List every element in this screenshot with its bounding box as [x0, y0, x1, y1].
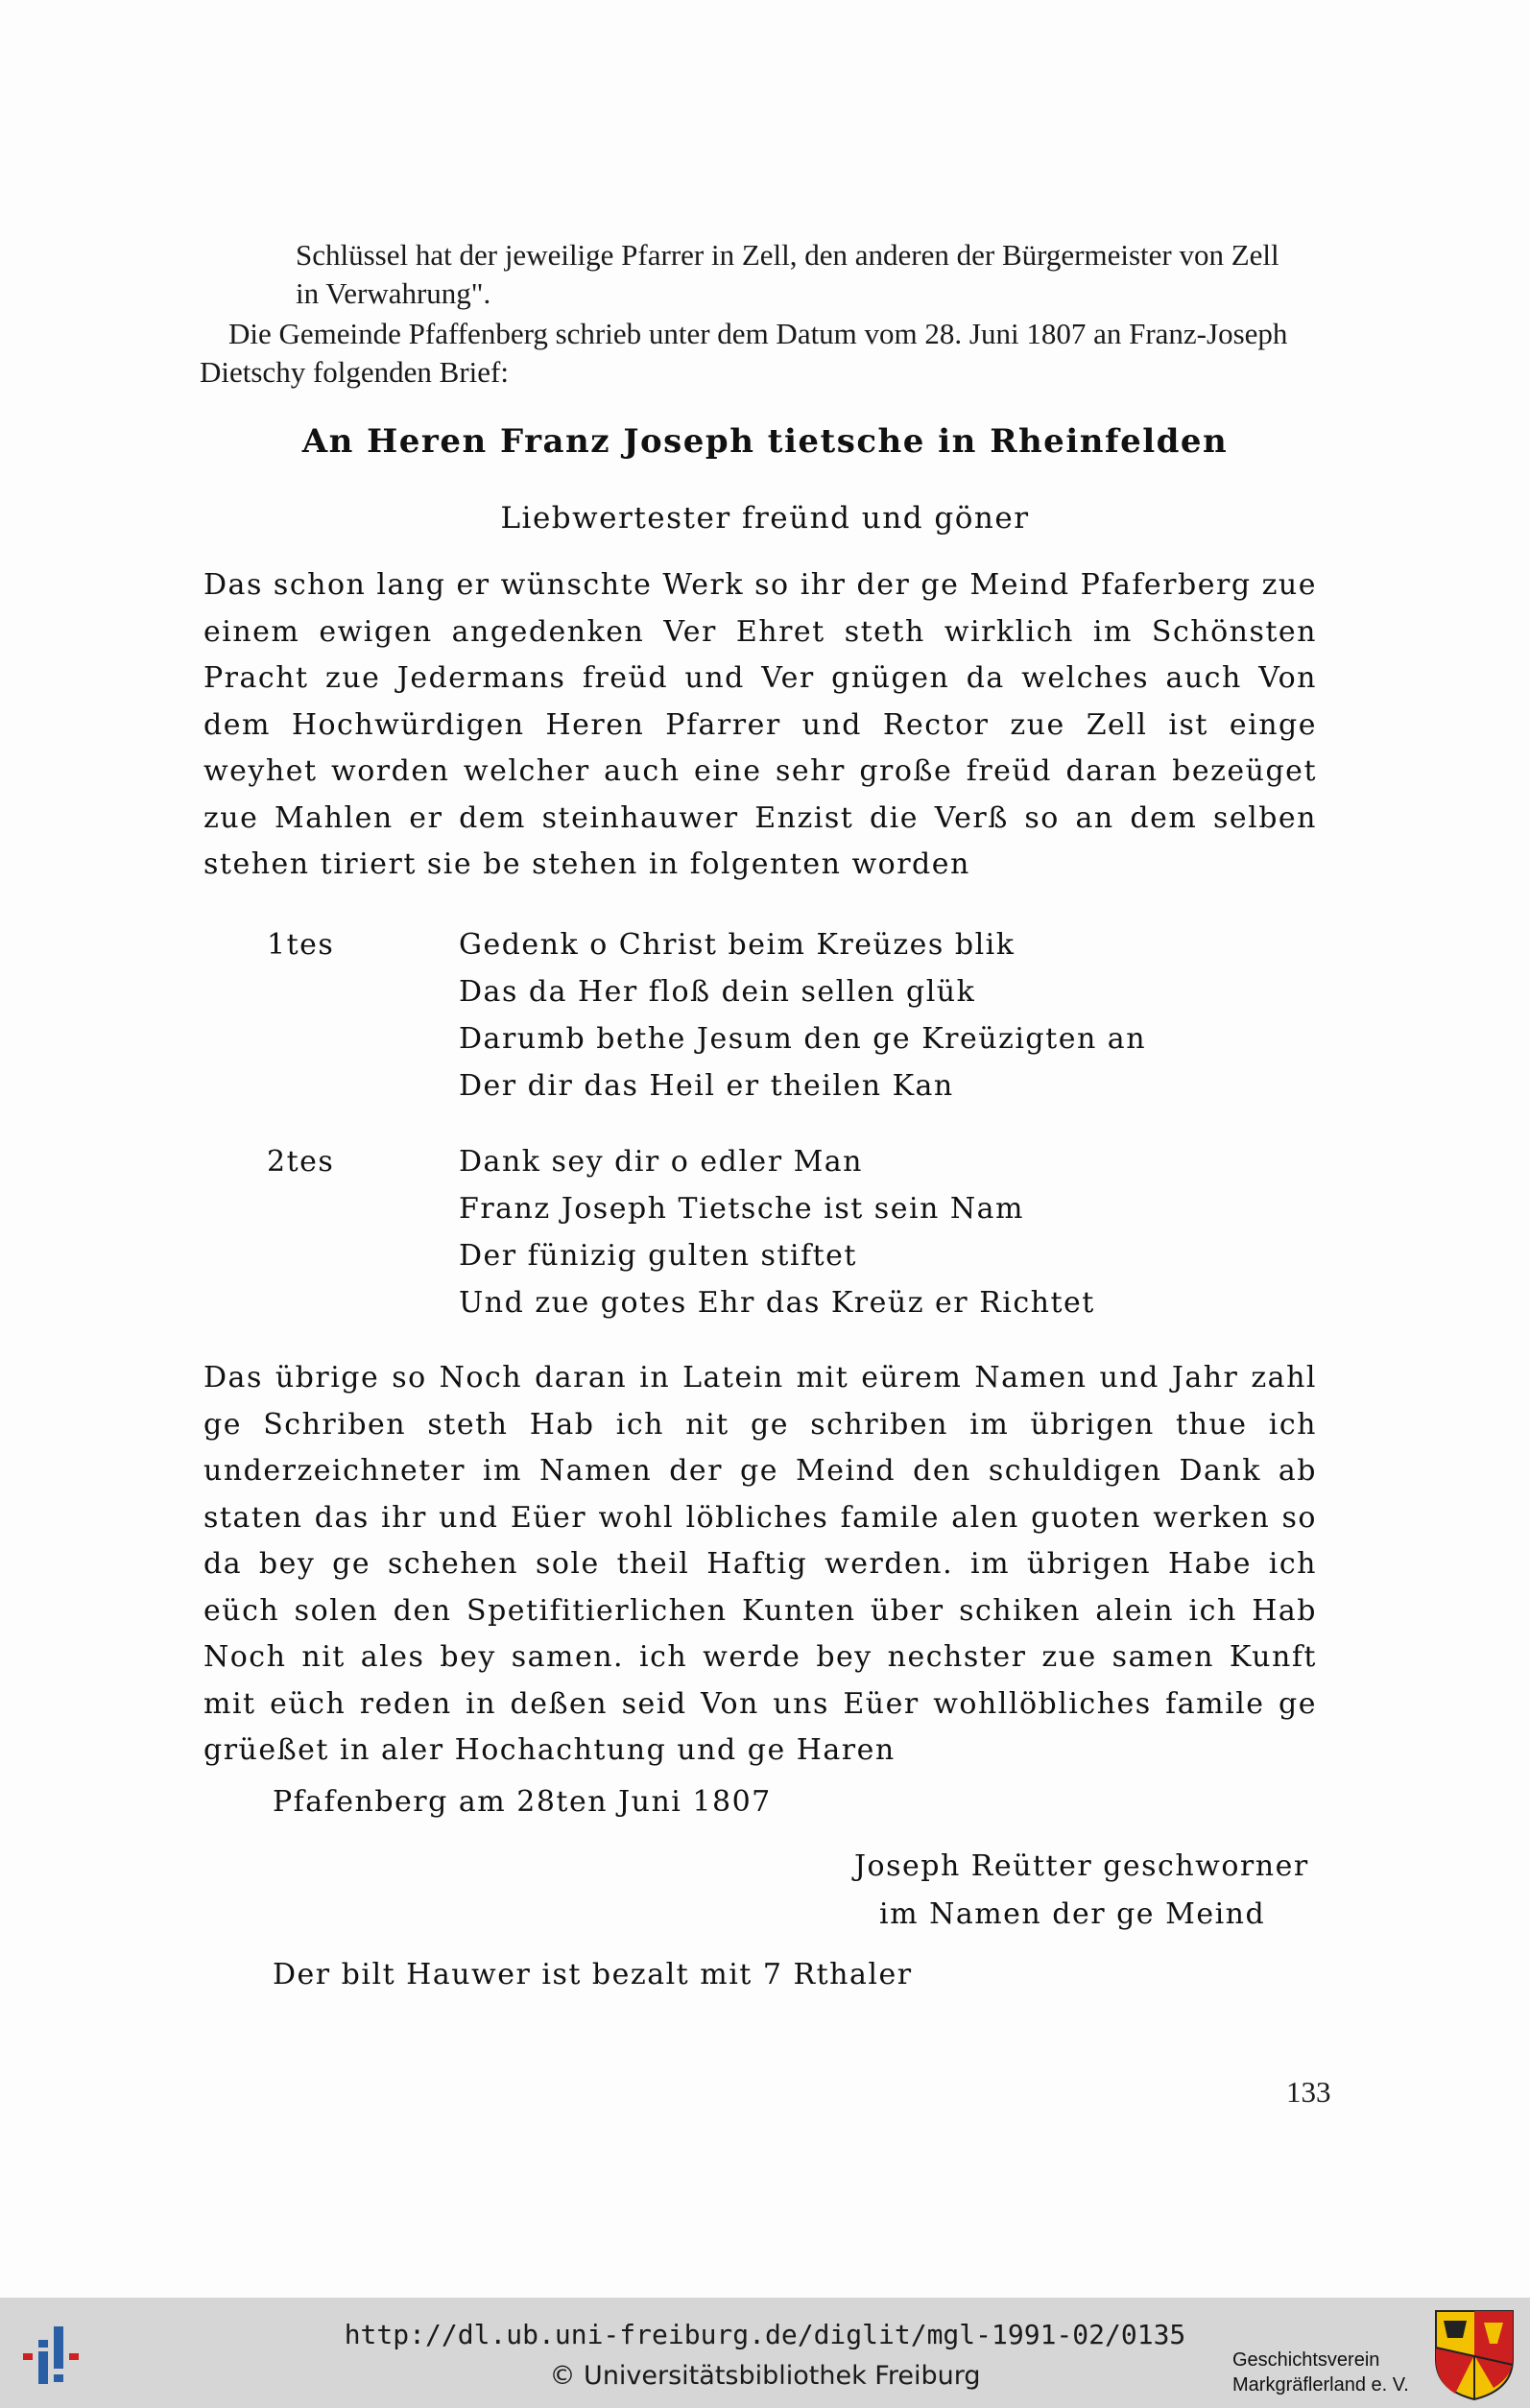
intro-line-3: Die Gemeinde Pfaffenberg schrieb unter dem Datum vom 28. Juni 1807 an Franz-Joseph — [228, 317, 1288, 350]
verse-line: Franz Joseph Tietsche ist sein Nam — [459, 1192, 1024, 1226]
verse-line: Gedenk o Christ beim Kreüzes blik — [459, 928, 1016, 962]
letter-paragraph-1: Das schon lang er wünschte Werk so ihr der ge Meind Pfaferberg zue einem ewigen angedenken Ver Ehret steth wirklich im Schönsten Pracht zue Jedermans freüd und Ver gnügen da welches auch Von dem Hochwürdigen Heren Pfarrer und Rector zue Zell ist einge weyhet worden welcher auch eine sehr große freüd daran bezeüget zue Mahlen er dem steinhauwer Enzist die Verß so an dem selben stehen tiriert sie be stehen in folgenten worden — [203, 568, 1317, 881]
society-line-1: Geschichtsverein — [1232, 2349, 1380, 2371]
society-line-2: Markgräflerland e. V. — [1232, 2374, 1409, 2396]
letter-postscript: Der bilt Hauwer ist bezalt mit 7 Rthaler — [273, 1958, 913, 1991]
signature-line-2: im Namen der ge Meind — [879, 1897, 1266, 1931]
footer-bar — [0, 2298, 1530, 2408]
letter-signature — [854, 1843, 1309, 1939]
verse-number: 1tes — [267, 928, 335, 962]
coat-of-arms-icon — [1434, 2309, 1515, 2401]
footer-url[interactable]: http://dl.ub.uni-freiburg.de/diglit/mgl-1991-02/0135 — [344, 2319, 1186, 2350]
intro-line-2: in Verwahrung". — [296, 276, 491, 310]
letter-heading: An Heren Franz Joseph tietsche in Rheinfelden — [301, 422, 1229, 461]
letter-salutation: Liebwertester freünd und göner — [500, 501, 1030, 536]
footer-copyright: © Universitätsbibliothek Freiburg — [549, 2361, 981, 2391]
verse-lines — [459, 921, 1146, 1109]
intro-line-1: Schlüssel hat der jeweilige Pfarrer in Zell, den anderen der Bürgermeister von Zell — [296, 238, 1279, 272]
verse-lines — [459, 1138, 1095, 1326]
verse-line: Dank sey dir o edler Man — [459, 1145, 863, 1179]
verse-line: Das da Her floß dein sellen glük — [459, 975, 976, 1009]
letter-paragraph-2: Das übrige so Noch daran in Latein mit eürem Namen und Jahr zahl ge Schriben steth Hab ich nit ge schriben im übrigen thue ich underzeichneter im Namen der ge Meind den schuldigen Dank ab staten das ihr und Eüer wohl löbliches famile alen guoten werken so da bey ge schehen sole theil Haftig werden. im übrigen Habe ich eüch solen den Spetifitierlichen Kunten über schiken alein ich Hab Noch nit ales bey samen. ich werde bey nechster zue samen Kunft mit eüch reden in deßen seid Von uns Eüer wohllöbliches famile ge grüeßet in aler Hochachtung und ge Haren — [203, 1361, 1317, 1767]
verse-line: Der dir das Heil er theilen Kan — [459, 1069, 954, 1103]
verse-line: Darumb bethe Jesum den ge Kreüzigten an — [459, 1022, 1147, 1056]
signature-line-1: Joseph Reütter geschworner — [854, 1849, 1309, 1883]
society-name — [1232, 2348, 1409, 2397]
letter-dateline: Pfafenberg am 28ten Juni 1807 — [273, 1785, 772, 1819]
verse-line: Und zue gotes Ehr das Kreüz er Richtet — [459, 1286, 1095, 1320]
verse-number: 2tes — [267, 1145, 335, 1179]
verse-line: Der fünizig gulten stiftet — [459, 1239, 857, 1273]
intro-text — [200, 236, 1332, 392]
intro-line-4: Dietschy folgenden Brief: — [200, 355, 509, 389]
page-number: 133 — [1286, 2075, 1331, 2109]
